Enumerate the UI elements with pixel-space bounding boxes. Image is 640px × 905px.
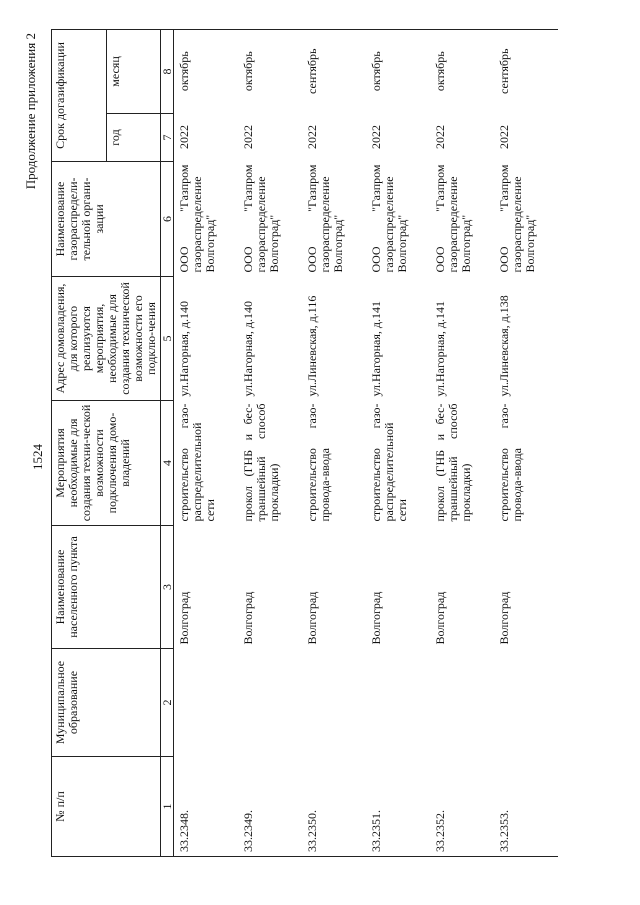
row-settlement: Волгоград	[497, 591, 511, 645]
row-municipality	[302, 649, 366, 757]
header-deadline: Срок догазификации	[52, 29, 107, 161]
table-body	[174, 29, 559, 856]
column-number: 5	[161, 277, 174, 401]
row-number: 33.2348.	[174, 757, 239, 857]
row-address: ул.Нагорная, д.141	[433, 301, 447, 397]
row-organization: ООО "Газпром газораспределение Волгоград"	[497, 164, 537, 273]
row-measures: строительство газо-распределительной сети	[177, 403, 217, 522]
row-number: 33.2350.	[302, 757, 366, 857]
header-year: год	[106, 114, 161, 162]
row-settlement: Волгоград	[369, 591, 383, 645]
row-settlement: Волгоград	[433, 591, 447, 645]
row-municipality	[494, 649, 558, 757]
row-address: ул.Нагорная, д.140	[241, 301, 255, 397]
column-number: 1	[161, 757, 174, 857]
column-number-row	[161, 29, 174, 856]
row-month: октябрь	[238, 29, 302, 113]
row-settlement: Волгоград	[305, 591, 319, 645]
header-num: № п/п	[52, 757, 161, 857]
table-row	[302, 29, 366, 856]
header-organization: Наименование газораспредели-тельной органи-зации	[52, 162, 161, 277]
row-month: сентябрь	[302, 29, 366, 113]
row-organization: ООО "Газпром газораспределение Волгоград"	[433, 164, 473, 273]
row-organization: ООО "Газпром газораспределение Волгоград"	[305, 164, 345, 273]
row-year: 2022	[433, 125, 447, 149]
table-row	[174, 29, 239, 856]
row-municipality	[366, 649, 430, 757]
row-year: 2022	[497, 125, 511, 149]
gasification-table	[51, 29, 558, 857]
header-settlement: Наименование населенного пункта	[52, 526, 161, 649]
row-settlement: Волгоград	[241, 591, 255, 645]
row-number: 33.2351.	[366, 757, 430, 857]
table-row	[430, 29, 494, 856]
column-number: 8	[161, 29, 174, 113]
table-row	[494, 29, 558, 856]
row-measures: строительство газо-распределительной сети	[369, 403, 409, 522]
row-address: ул.Линевская, д.116	[305, 295, 319, 397]
continuation-note: Продолжение приложения 2	[23, 33, 38, 190]
row-measures: строительство газо-провода-ввода	[497, 403, 524, 522]
column-number: 4	[161, 401, 174, 526]
row-address: ул.Нагорная, д.141	[369, 301, 383, 397]
column-number: 2	[161, 649, 174, 757]
row-organization: ООО "Газпром газораспределение Волгоград"	[177, 164, 217, 273]
table-header	[52, 29, 174, 856]
row-month: октябрь	[366, 29, 430, 113]
row-year: 2022	[241, 125, 255, 149]
row-month: октябрь	[174, 29, 239, 113]
row-year: 2022	[305, 125, 319, 149]
column-number: 3	[161, 526, 174, 649]
row-address: ул.Нагорная, д.140	[177, 301, 191, 397]
row-municipality	[430, 649, 494, 757]
row-number: 33.2349.	[238, 757, 302, 857]
row-number: 33.2353.	[494, 757, 558, 857]
row-year: 2022	[369, 125, 383, 149]
row-organization: ООО "Газпром газораспределение Волгоград"	[241, 164, 281, 273]
column-number: 6	[161, 162, 174, 277]
row-number: 33.2352.	[430, 757, 494, 857]
row-month: октябрь	[430, 29, 494, 113]
row-measures: прокол (ГНБ и бес-траншейный способ прокладки)	[433, 403, 473, 522]
table-row	[238, 29, 302, 856]
header-municipality: Муниципальное образование	[52, 649, 161, 757]
column-number: 7	[161, 114, 174, 162]
row-settlement: Волгоград	[177, 591, 191, 645]
header-address: Адрес домовладения, для которого реализуются мероприятия, необходимые для создания технической возможности его подклю-чения	[52, 277, 161, 401]
header-month: месяц	[106, 29, 161, 113]
row-address: ул.Линевская, д.138	[497, 295, 511, 397]
row-municipality	[238, 649, 302, 757]
row-measures: строительство газо-провода-ввода	[305, 403, 332, 522]
row-year: 2022	[177, 125, 191, 149]
table-row	[366, 29, 430, 856]
row-month: сентябрь	[494, 29, 558, 113]
row-measures: прокол (ГНБ и бес-траншейный способ прокладки)	[241, 403, 281, 522]
row-municipality	[174, 649, 239, 757]
page-number: 1524	[30, 444, 45, 470]
row-organization: ООО "Газпром газораспределение Волгоград"	[369, 164, 409, 273]
header-measures: Мероприятия необходимые для создания техни-ческой возможности подключения домо-владений	[52, 401, 161, 526]
